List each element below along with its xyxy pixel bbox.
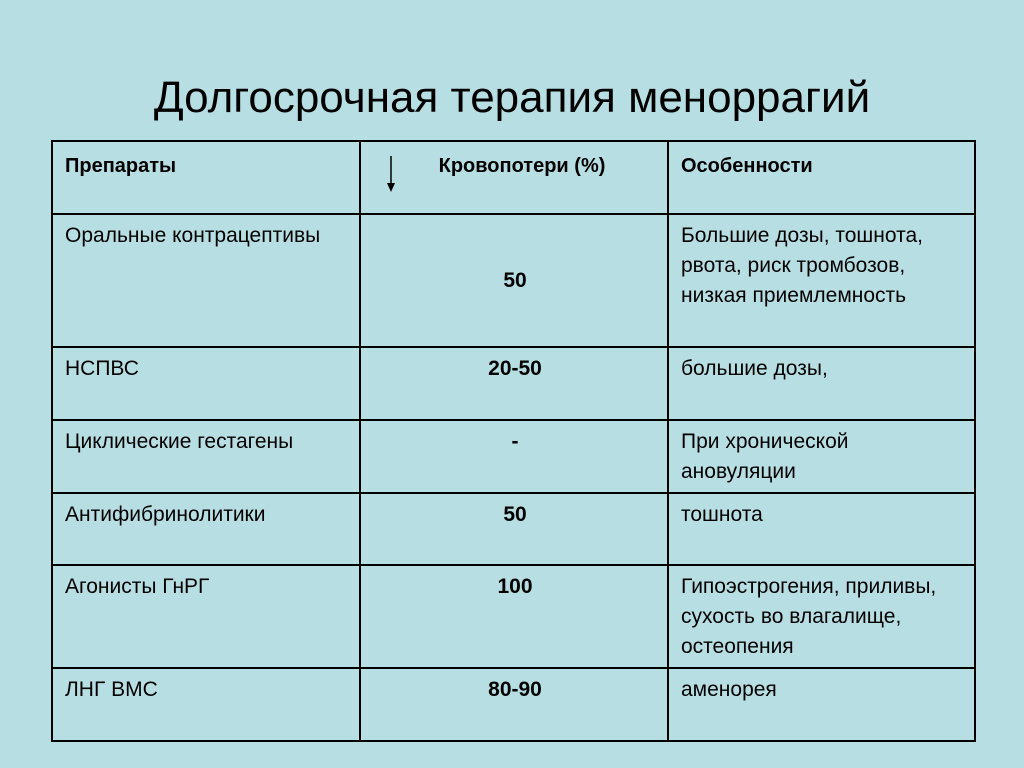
cell-drug: Оральные контрацептивы bbox=[52, 214, 360, 347]
cell-features: аменорея bbox=[668, 668, 975, 741]
table-header-row bbox=[52, 141, 975, 214]
cell-features: Гипоэстрогения, приливы, сухость во влагалище, остеопения bbox=[668, 565, 975, 668]
cell-blood-loss: 100 bbox=[360, 565, 668, 668]
header-drugs: Препараты bbox=[52, 141, 360, 214]
cell-features: тошнота bbox=[668, 493, 975, 565]
table-row bbox=[52, 565, 975, 668]
therapy-table bbox=[51, 140, 976, 742]
cell-drug: Антифибринолитики bbox=[52, 493, 360, 565]
cell-features: большие дозы, bbox=[668, 347, 975, 420]
header-blood-loss bbox=[360, 141, 668, 214]
header-blood-loss-label: Кровопотери (%) bbox=[438, 155, 606, 177]
cell-blood-loss: 20-50 bbox=[360, 347, 668, 420]
cell-drug: Циклические гестагены bbox=[52, 420, 360, 493]
table-row bbox=[52, 668, 975, 741]
cell-blood-loss: 50 bbox=[360, 493, 668, 565]
cell-features: Большие дозы, тошнота, рвота, риск тромбозов, низкая приемлемность bbox=[668, 214, 975, 347]
table-row bbox=[52, 214, 975, 347]
cell-blood-loss: 80-90 bbox=[360, 668, 668, 741]
table-row bbox=[52, 493, 975, 565]
cell-blood-loss: - bbox=[360, 420, 668, 493]
cell-features: При хронической ановуляции bbox=[668, 420, 975, 493]
cell-drug: Агонисты ГнРГ bbox=[52, 565, 360, 668]
table-row bbox=[52, 420, 975, 493]
cell-drug: ЛНГ ВМС bbox=[52, 668, 360, 741]
table-row bbox=[52, 347, 975, 420]
cell-blood-loss: 50 bbox=[360, 214, 668, 347]
header-features: Особенности bbox=[668, 141, 975, 214]
slide-title: Долгосрочная терапия меноррагий bbox=[153, 73, 871, 122]
cell-drug: НСПВС bbox=[52, 347, 360, 420]
down-arrow-icon bbox=[386, 156, 396, 192]
